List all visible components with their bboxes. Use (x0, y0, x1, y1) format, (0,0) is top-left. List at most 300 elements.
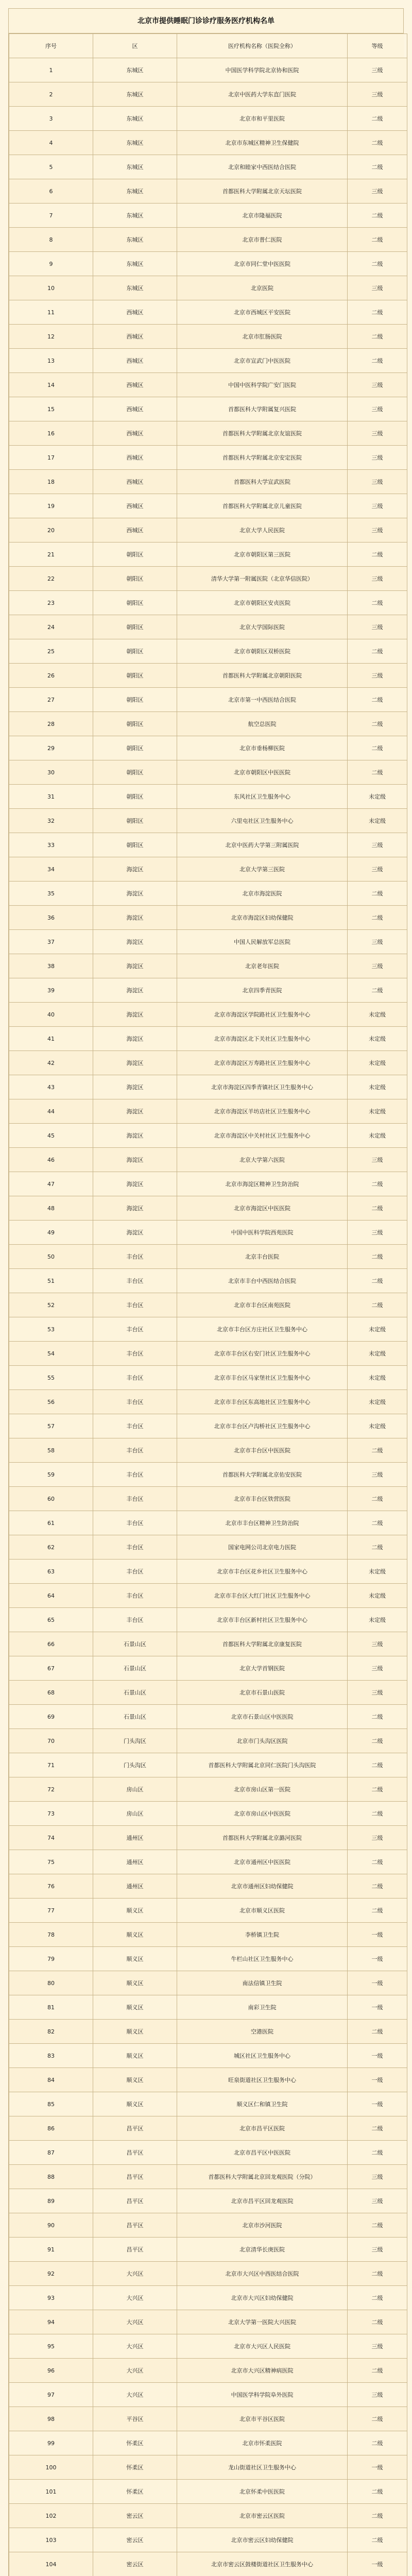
row-district: 海淀区 (93, 1051, 177, 1075)
row-level: 二级 (348, 2262, 407, 2286)
row-district: 丰台区 (93, 1293, 177, 1317)
table-row (9, 2286, 407, 2310)
row-level: 二级 (348, 1874, 407, 1899)
row-institution-name: 首都医科大学附属北京天坛医院 (177, 179, 348, 204)
row-level: 二级 (348, 1899, 407, 1923)
table-row (9, 1753, 407, 1777)
row-district: 通州区 (93, 1850, 177, 1874)
row-district: 朝阳区 (93, 639, 177, 664)
row-level: 二级 (348, 736, 407, 760)
row-district: 昌平区 (93, 2213, 177, 2238)
row-number: 94 (9, 2310, 93, 2334)
row-level: 二级 (348, 2141, 407, 2165)
table-row (9, 494, 407, 518)
row-level: 三级 (348, 494, 407, 518)
table-row (9, 1221, 407, 1245)
table-row (9, 397, 407, 421)
table-row (9, 1656, 407, 1681)
row-institution-name: 北京市丰台区中医医院 (177, 1438, 348, 1463)
row-institution-name: 北京市丰台区精神卫生防治院 (177, 1511, 348, 1535)
row-district: 通州区 (93, 1874, 177, 1899)
row-level: 三级 (348, 1826, 407, 1850)
row-district: 顺义区 (93, 2020, 177, 2044)
table-row (9, 1245, 407, 1269)
row-level: 未定级 (348, 1051, 407, 1075)
row-institution-name: 北京市丰台区新村社区卫生服务中心 (177, 1608, 348, 1632)
row-district: 平谷区 (93, 2407, 177, 2431)
row-level: 三级 (348, 82, 407, 107)
table-row (9, 2383, 407, 2407)
row-institution-name: 北京和睦家中西医结合医院 (177, 155, 348, 179)
row-institution-name: 清华大学第一附属医院（北京华信医院） (177, 567, 348, 591)
row-level: 三级 (348, 421, 407, 446)
row-district: 海淀区 (93, 954, 177, 978)
table-row (9, 82, 407, 107)
row-level: 三级 (348, 1681, 407, 1705)
table-row (9, 688, 407, 712)
row-district: 朝阳区 (93, 785, 177, 809)
row-level: 三级 (348, 2238, 407, 2262)
row-institution-name: 北京市昌平区回龙观医院 (177, 2189, 348, 2213)
row-district: 丰台区 (93, 1463, 177, 1487)
row-number: 49 (9, 1221, 93, 1245)
row-institution-name: 北京市怀柔医院 (177, 2431, 348, 2455)
row-institution-name: 北京市海淀区学院路社区卫生服务中心 (177, 1003, 348, 1027)
row-number: 103 (9, 2528, 93, 2552)
table-row (9, 2141, 407, 2165)
table-row (9, 1802, 407, 1826)
row-number: 32 (9, 809, 93, 833)
row-institution-name: 李桥镇卫生院 (177, 1923, 348, 1947)
table-row (9, 2020, 407, 2044)
row-district: 海淀区 (93, 1196, 177, 1221)
row-institution-name: 北京市丰台区南苑医院 (177, 1293, 348, 1317)
row-district: 昌平区 (93, 2189, 177, 2213)
table-row (9, 1148, 407, 1172)
row-district: 西城区 (93, 300, 177, 325)
row-institution-name: 北京市昌平区中医医院 (177, 2141, 348, 2165)
row-level: 三级 (348, 179, 407, 204)
row-district: 通州区 (93, 1826, 177, 1850)
row-institution-name: 北京市宣武门中医医院 (177, 349, 348, 373)
row-level: 二级 (348, 1487, 407, 1511)
row-level: 二级 (348, 1802, 407, 1826)
row-district: 丰台区 (93, 1584, 177, 1608)
table-row (9, 2165, 407, 2189)
row-level: 一级 (348, 2044, 407, 2068)
table-row (9, 204, 407, 228)
table-row (9, 300, 407, 325)
table-row (9, 2213, 407, 2238)
row-district: 朝阳区 (93, 712, 177, 736)
row-district: 丰台区 (93, 1511, 177, 1535)
row-number: 17 (9, 446, 93, 470)
row-number: 2 (9, 82, 93, 107)
row-number: 28 (9, 712, 93, 736)
row-district: 密云区 (93, 2528, 177, 2552)
row-district: 丰台区 (93, 1535, 177, 1560)
row-institution-name: 北京市丰台区方庄社区卫生服务中心 (177, 1317, 348, 1342)
row-district: 朝阳区 (93, 591, 177, 615)
row-level: 一级 (348, 1947, 407, 1971)
row-institution-name: 北京市密云区医院 (177, 2504, 348, 2528)
row-level: 二级 (348, 760, 407, 785)
row-level: 二级 (348, 2213, 407, 2238)
row-number: 15 (9, 397, 93, 421)
row-institution-name: 北京市房山区第一医院 (177, 1777, 348, 1802)
table-row (9, 2262, 407, 2286)
row-number: 40 (9, 1003, 93, 1027)
row-institution-name: 北京市垂杨柳医院 (177, 736, 348, 760)
row-level: 二级 (348, 1269, 407, 1293)
row-institution-name: 北京市海淀区中医医院 (177, 1196, 348, 1221)
row-district: 密云区 (93, 2504, 177, 2528)
row-number: 70 (9, 1729, 93, 1753)
row-institution-name: 北京市东城区精神卫生保健院 (177, 131, 348, 155)
row-district: 丰台区 (93, 1560, 177, 1584)
table-row (9, 2116, 407, 2141)
row-number: 16 (9, 421, 93, 446)
row-number: 11 (9, 300, 93, 325)
table-row (9, 1608, 407, 1632)
row-institution-name: 首都医科大学附属北京友谊医院 (177, 421, 348, 446)
table-row (9, 107, 407, 131)
row-number: 25 (9, 639, 93, 664)
row-district: 海淀区 (93, 1075, 177, 1099)
table-row (9, 2310, 407, 2334)
row-number: 97 (9, 2383, 93, 2407)
row-number: 21 (9, 543, 93, 567)
row-district: 大兴区 (93, 2334, 177, 2359)
row-number: 41 (9, 1027, 93, 1051)
row-number: 71 (9, 1753, 93, 1777)
row-district: 海淀区 (93, 1221, 177, 1245)
row-institution-name: 北京市丰台区东高地社区卫生服务中心 (177, 1390, 348, 1414)
row-district: 朝阳区 (93, 567, 177, 591)
row-district: 东城区 (93, 179, 177, 204)
row-institution-name: 北京老年医院 (177, 954, 348, 978)
row-district: 海淀区 (93, 1172, 177, 1196)
row-district: 西城区 (93, 421, 177, 446)
row-number: 6 (9, 179, 93, 204)
row-institution-name: 北京市密云区妇幼保健院 (177, 2528, 348, 2552)
row-level: 二级 (348, 300, 407, 325)
row-institution-name: 北京市丰台区大红门社区卫生服务中心 (177, 1584, 348, 1608)
row-number: 30 (9, 760, 93, 785)
row-level: 三级 (348, 2189, 407, 2213)
table-row (9, 1051, 407, 1075)
row-district: 房山区 (93, 1777, 177, 1802)
row-district: 丰台区 (93, 1269, 177, 1293)
table-row (9, 2504, 407, 2528)
row-institution-name: 北京市同仁堂中医医院 (177, 252, 348, 276)
table-row (9, 2359, 407, 2383)
row-district: 朝阳区 (93, 615, 177, 639)
row-level: 三级 (348, 833, 407, 857)
row-district: 昌平区 (93, 2116, 177, 2141)
table-row (9, 2455, 407, 2480)
table-row (9, 1003, 407, 1027)
row-number: 22 (9, 567, 93, 591)
row-level: 二级 (348, 204, 407, 228)
table-row (9, 1777, 407, 1802)
row-number: 96 (9, 2359, 93, 2383)
row-level: 三级 (348, 615, 407, 639)
row-district: 海淀区 (93, 1148, 177, 1172)
row-institution-name: 六里屯社区卫生服务中心 (177, 809, 348, 833)
row-district: 海淀区 (93, 1027, 177, 1051)
row-number: 63 (9, 1560, 93, 1584)
row-number: 36 (9, 906, 93, 930)
row-level: 一级 (348, 1995, 407, 2020)
row-level: 二级 (348, 882, 407, 906)
row-level: 二级 (348, 228, 407, 252)
row-number: 72 (9, 1777, 93, 1802)
row-level: 未定级 (348, 1584, 407, 1608)
row-number: 43 (9, 1075, 93, 1099)
row-institution-name: 北京市丰台区右安门社区卫生服务中心 (177, 1342, 348, 1366)
table-row (9, 2238, 407, 2262)
row-number: 79 (9, 1947, 93, 1971)
row-district: 东城区 (93, 252, 177, 276)
row-district: 昌平区 (93, 2238, 177, 2262)
row-number: 67 (9, 1656, 93, 1681)
row-district: 顺义区 (93, 1923, 177, 1947)
row-level: 未定级 (348, 1414, 407, 1438)
row-institution-name: 北京市顺义区医院 (177, 1899, 348, 1923)
row-institution-name: 北京市大兴区人民医院 (177, 2334, 348, 2359)
row-number: 4 (9, 131, 93, 155)
table-row (9, 421, 407, 446)
row-district: 东城区 (93, 204, 177, 228)
table-row (9, 2552, 407, 2576)
table-row (9, 373, 407, 397)
row-number: 64 (9, 1584, 93, 1608)
row-level: 未定级 (348, 809, 407, 833)
row-number: 68 (9, 1681, 93, 1705)
row-level: 未定级 (348, 1003, 407, 1027)
row-district: 密云区 (93, 2552, 177, 2576)
table-row (9, 155, 407, 179)
row-district: 丰台区 (93, 1342, 177, 1366)
row-number: 46 (9, 1148, 93, 1172)
row-number: 104 (9, 2552, 93, 2576)
table-row (9, 639, 407, 664)
row-district: 石景山区 (93, 1705, 177, 1729)
row-institution-name: 中国中医科学院广安门医院 (177, 373, 348, 397)
row-district: 丰台区 (93, 1487, 177, 1511)
table-row (9, 2431, 407, 2455)
table-row (9, 1293, 407, 1317)
row-institution-name: 北京市沙河医院 (177, 2213, 348, 2238)
row-level: 二级 (348, 543, 407, 567)
row-number: 59 (9, 1463, 93, 1487)
row-institution-name: 北京市海淀区妇幼保健院 (177, 906, 348, 930)
row-number: 82 (9, 2020, 93, 2044)
row-level: 三级 (348, 1221, 407, 1245)
row-level: 未定级 (348, 1560, 407, 1584)
row-district: 丰台区 (93, 1390, 177, 1414)
row-district: 丰台区 (93, 1245, 177, 1269)
row-level: 未定级 (348, 1124, 407, 1148)
row-level: 三级 (348, 470, 407, 494)
row-level: 二级 (348, 2480, 407, 2504)
row-number: 98 (9, 2407, 93, 2431)
row-level: 二级 (348, 2286, 407, 2310)
row-level: 一级 (348, 1923, 407, 1947)
row-level: 二级 (348, 1245, 407, 1269)
row-level: 二级 (348, 2359, 407, 2383)
row-number: 100 (9, 2455, 93, 2480)
row-level: 一级 (348, 2068, 407, 2092)
row-district: 顺义区 (93, 1899, 177, 1923)
row-institution-name: 北京中医药大学东直门医院 (177, 82, 348, 107)
row-number: 88 (9, 2165, 93, 2189)
row-number: 89 (9, 2189, 93, 2213)
row-level: 一级 (348, 1971, 407, 1995)
row-number: 81 (9, 1995, 93, 2020)
table-row (9, 2528, 407, 2552)
row-institution-name: 国家电网公司北京电力医院 (177, 1535, 348, 1560)
row-institution-name: 北京市海淀区精神卫生防治院 (177, 1172, 348, 1196)
row-institution-name: 北京丰台医院 (177, 1245, 348, 1269)
row-level: 二级 (348, 131, 407, 155)
row-number: 76 (9, 1874, 93, 1899)
column-header-institution: 医疗机构名称（医院全称） (177, 34, 348, 58)
row-level: 三级 (348, 58, 407, 82)
table-row (9, 2407, 407, 2431)
row-level: 三级 (348, 397, 407, 421)
row-institution-name: 北京市海淀区万寿路社区卫生服务中心 (177, 1051, 348, 1075)
table-row (9, 1681, 407, 1705)
row-level: 三级 (348, 2334, 407, 2359)
table-row (9, 1705, 407, 1729)
row-level: 未定级 (348, 1027, 407, 1051)
row-level: 三级 (348, 857, 407, 882)
row-institution-name: 北京市丰台区卢沟桥社区卫生服务中心 (177, 1414, 348, 1438)
table-row (9, 712, 407, 736)
row-district: 石景山区 (93, 1681, 177, 1705)
row-district: 海淀区 (93, 882, 177, 906)
row-institution-name: 北京市大兴区精神病医院 (177, 2359, 348, 2383)
row-district: 东城区 (93, 276, 177, 300)
row-institution-name: 北京市房山区中医医院 (177, 1802, 348, 1826)
table-row (9, 2334, 407, 2359)
row-number: 66 (9, 1632, 93, 1656)
row-level: 三级 (348, 446, 407, 470)
row-institution-name: 首都医科大学附属北京安定医院 (177, 446, 348, 470)
row-level: 三级 (348, 1463, 407, 1487)
table-row (9, 954, 407, 978)
table-row (9, 2189, 407, 2213)
row-number: 3 (9, 107, 93, 131)
row-number: 87 (9, 2141, 93, 2165)
row-institution-name: 北京市平谷区医院 (177, 2407, 348, 2431)
row-level: 未定级 (348, 1099, 407, 1124)
row-institution-name: 南彩卫生院 (177, 1995, 348, 2020)
row-number: 61 (9, 1511, 93, 1535)
table-row (9, 882, 407, 906)
row-level: 三级 (348, 1656, 407, 1681)
row-number: 60 (9, 1487, 93, 1511)
row-level: 二级 (348, 1196, 407, 1221)
row-institution-name: 北京市丰台中西医结合医院 (177, 1269, 348, 1293)
row-district: 怀柔区 (93, 2455, 177, 2480)
row-institution-name: 北京市通州区中医医院 (177, 1850, 348, 1874)
row-number: 77 (9, 1899, 93, 1923)
row-district: 石景山区 (93, 1656, 177, 1681)
institution-table (9, 33, 407, 2576)
row-level: 未定级 (348, 1390, 407, 1414)
row-institution-name: 龙山街道社区卫生服务中心 (177, 2455, 348, 2480)
row-number: 55 (9, 1366, 93, 1390)
row-district: 东城区 (93, 228, 177, 252)
row-institution-name: 北京大学国际医院 (177, 615, 348, 639)
row-number: 24 (9, 615, 93, 639)
table-row (9, 1027, 407, 1051)
row-number: 50 (9, 1245, 93, 1269)
row-district: 东城区 (93, 155, 177, 179)
row-district: 大兴区 (93, 2310, 177, 2334)
row-district: 朝阳区 (93, 736, 177, 760)
row-institution-name: 旺泉街道社区卫生服务中心 (177, 2068, 348, 2092)
row-number: 65 (9, 1608, 93, 1632)
row-level: 未定级 (348, 785, 407, 809)
table-row (9, 833, 407, 857)
row-institution-name: 北京市朝阳区中医医院 (177, 760, 348, 785)
row-number: 93 (9, 2286, 93, 2310)
row-level: 三级 (348, 373, 407, 397)
row-institution-name: 中国人民解放军总医院 (177, 930, 348, 954)
table-row (9, 1196, 407, 1221)
row-institution-name: 北京市石景山医院 (177, 1681, 348, 1705)
row-institution-name: 牛栏山社区卫生服务中心 (177, 1947, 348, 1971)
row-institution-name: 北京市西城区平安医院 (177, 300, 348, 325)
table-row (9, 1874, 407, 1899)
row-number: 86 (9, 2116, 93, 2141)
row-level: 二级 (348, 1705, 407, 1729)
row-number: 51 (9, 1269, 93, 1293)
table-row (9, 1075, 407, 1099)
row-institution-name: 首都医科大学附属北京潞河医院 (177, 1826, 348, 1850)
row-number: 78 (9, 1923, 93, 1947)
row-district: 海淀区 (93, 978, 177, 1003)
document-sheet (8, 8, 404, 2576)
row-institution-name: 首都医科大学附属北京回龙观医院（分院） (177, 2165, 348, 2189)
row-district: 东城区 (93, 82, 177, 107)
row-institution-name: 城区社区卫生服务中心 (177, 2044, 348, 2068)
table-header-row (9, 34, 407, 58)
row-number: 73 (9, 1802, 93, 1826)
row-level: 二级 (348, 1293, 407, 1317)
row-institution-name: 空港医院 (177, 2020, 348, 2044)
row-district: 大兴区 (93, 2286, 177, 2310)
row-level: 二级 (348, 2504, 407, 2528)
table-row (9, 591, 407, 615)
row-level: 二级 (348, 2020, 407, 2044)
row-number: 92 (9, 2262, 93, 2286)
row-level: 三级 (348, 2383, 407, 2407)
table-row (9, 349, 407, 373)
table-row (9, 1269, 407, 1293)
table-row (9, 1124, 407, 1148)
row-institution-name: 北京大学第六医院 (177, 1148, 348, 1172)
row-district: 西城区 (93, 518, 177, 543)
row-district: 东城区 (93, 131, 177, 155)
table-row (9, 760, 407, 785)
row-institution-name: 北京市丰台区花乡社区卫生服务中心 (177, 1560, 348, 1584)
row-number: 12 (9, 325, 93, 349)
